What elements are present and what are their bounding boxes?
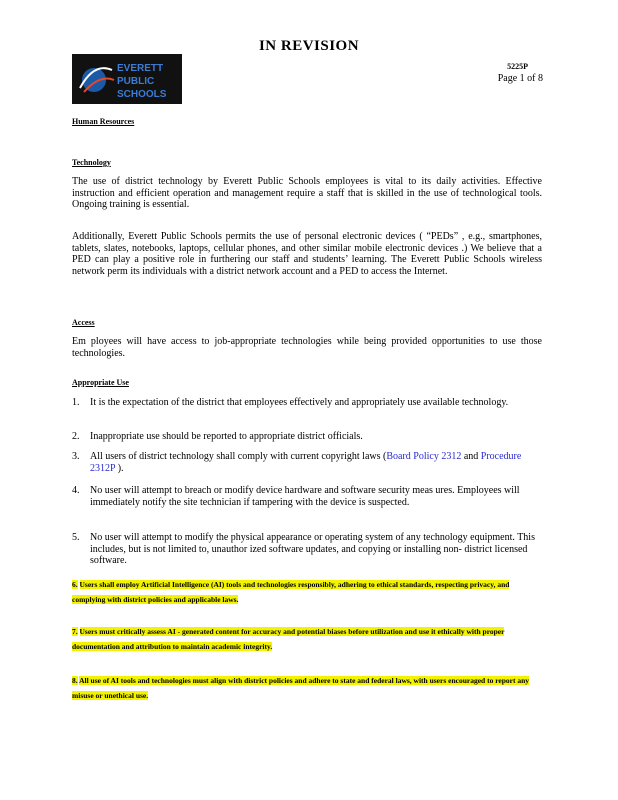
highlighted-list-item — [72, 624, 534, 654]
technology-paragraph-2: Additionally, Everett Public Schools permits the use of personal electronic devices ( “PEDs” , e.g., smartphones, tablets, slates, notebooks, laptops, cellular phones, and other similar mobile electronic devices .) We believe that a PED can play a positive role in furthering our staff and students’ learning. The Everett Public Schools wireless network perm its individuals with a district network account and a PED to access the Internet. — [72, 231, 542, 277]
procedure-link[interactable]: Procedure 2312P — [90, 451, 522, 474]
document-number: 5225P — [507, 62, 528, 71]
list-item-text: Inappropriate use should be reported to appropriate district officials. — [90, 431, 363, 442]
list-item-text-after: ). — [115, 462, 124, 474]
highlighted-list-item — [72, 577, 534, 607]
svg-text:EVERETT: EVERETT — [117, 63, 164, 74]
list-item-text: It is the expectation of the district that employees effectively and appropriately use available technology. — [90, 397, 509, 408]
list-item-number: 1. — [72, 397, 80, 408]
svg-text:SCHOOLS: SCHOOLS — [117, 89, 167, 100]
list-item-text: All use of AI tools and technologies must align with district policies and adhere to state and federal laws, with users encouraged to report any misuse or unethical use. — [72, 676, 530, 700]
list-item-number: 4. — [72, 485, 80, 496]
access-paragraph: Em ployees will have access to job-appropriate technologies while being provided opportunities to use those technologies. — [72, 336, 542, 359]
list-item-text: Users must critically assess AI - generated content for accuracy and potential biases before utilization and use it ethically with proper documentation and attribution to maintain academic integrity. — [72, 627, 505, 651]
svg-text:PUBLIC: PUBLIC — [117, 76, 155, 87]
list-item-number: 7. — [72, 627, 78, 636]
list-item-number: 8. — [72, 676, 78, 685]
list-item-number: 3. — [72, 451, 80, 462]
technology-heading: Technology — [72, 158, 111, 167]
list-item — [72, 397, 542, 409]
district-logo — [72, 54, 182, 104]
appropriate-use-heading: Appropriate Use — [72, 378, 129, 387]
list-item — [72, 485, 542, 508]
list-item-number: 5. — [72, 532, 80, 543]
list-item-number: 2. — [72, 431, 80, 442]
list-item-text: Users shall employ Artificial Intelligence (AI) tools and technologies responsibly, adhering to ethical standards, respecting privacy, and complying with district policies and applicable laws. — [72, 580, 510, 604]
access-heading: Access — [72, 318, 95, 327]
list-item-text-before: All users of district technology shall comply with current copyright laws ( — [90, 451, 387, 462]
list-item-text: No user will attempt to modify the physical appearance or operating system of any technology equipment. This includes, but is not limited to, unauthor ized software updates, and copying or installing non- district licensed software. — [90, 532, 535, 566]
list-item-text: No user will attempt to breach or modify device hardware and software security meas ures. Employees will immediately notify the site technician if tampering with the device is suspected. — [90, 485, 520, 508]
page-title: IN REVISION — [258, 38, 360, 54]
page-number: Page 1 of 8 — [497, 73, 543, 84]
department-heading: Human Resources — [72, 117, 135, 126]
board-policy-link[interactable]: Board Policy 2312 — [386, 451, 462, 462]
highlighted-list-item — [72, 673, 534, 703]
technology-paragraph-1: The use of district technology by Everett Public Schools employees is vital to its daily activities. Effective instruction and efficient operation and management require a staff that is skilled in the use of technological tools. Ongoing training is essential. — [72, 176, 542, 210]
list-item — [72, 431, 542, 443]
list-item — [72, 532, 542, 567]
list-item-text — [90, 451, 542, 474]
list-item — [72, 451, 542, 474]
list-item-number: 6. — [72, 580, 78, 589]
list-item-text-mid: and — [461, 451, 481, 462]
